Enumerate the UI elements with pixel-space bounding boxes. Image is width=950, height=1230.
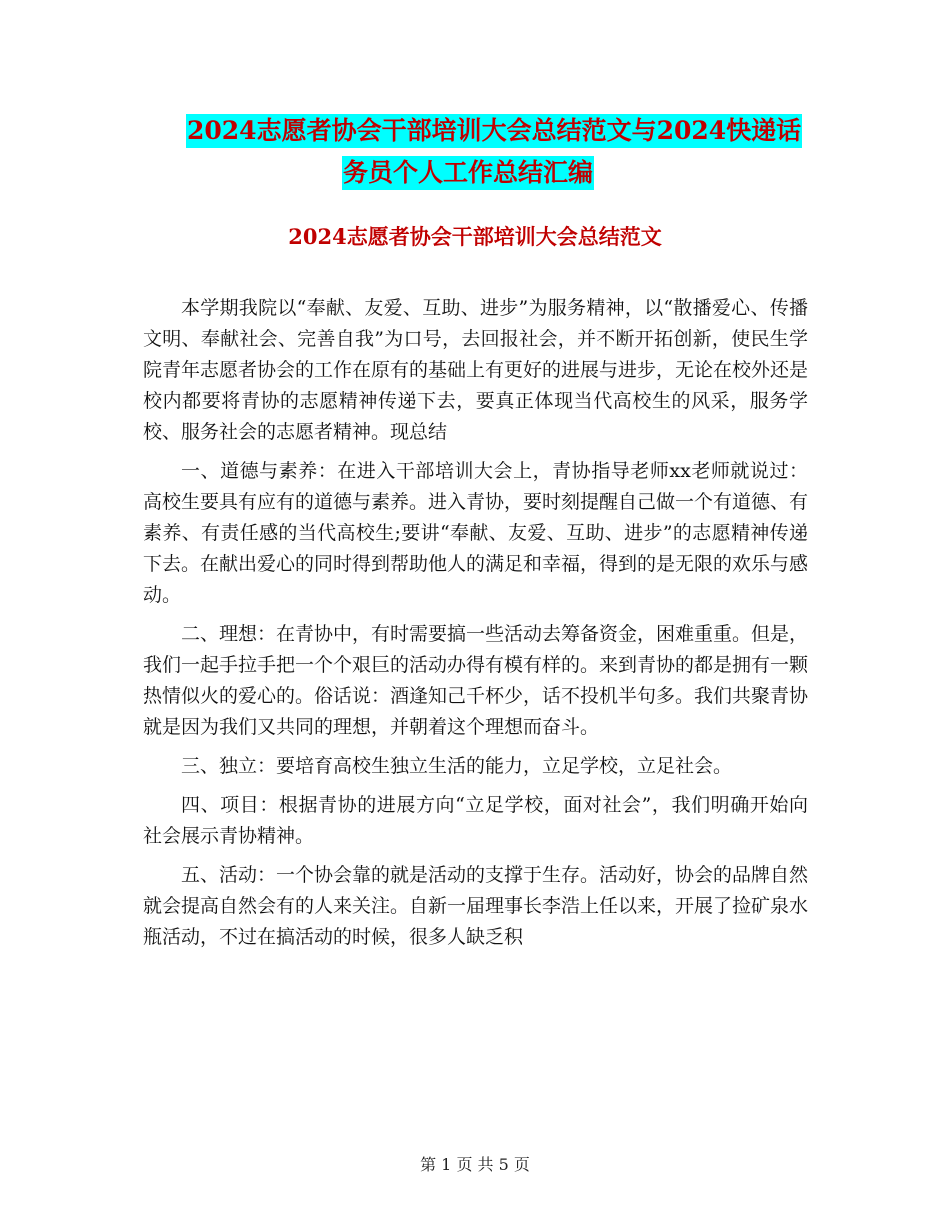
document-title-line-2: 务员个人工作总结汇编 bbox=[342, 156, 594, 190]
paragraph-morality: 一、道德与素养：在进入干部培训大会上，青协指导老师xx老师就说过：高校生要具有应有的道德与素养。进入青协，要时刻提醒自己做一个有道德、有素养、有责任感的当代高校生;要讲“奉献、友爱、互助、进步”的志愿精神传递下去。在献出爱心的同时得到帮助他人的满足和幸福，得到的是无限的欢乐与感动。 bbox=[143, 460, 809, 606]
paragraph-intro: 本学期我院以“奉献、友爱、互助、进步”为服务精神，以“散播爱心、传播文明、奉献社会、完善自我”为口号，去回报社会，并不断开拓创新，使民生学院青年志愿者协会的工作在原有的基础上有更好的进展与进步，无论在校外还是校内都要将青协的志愿精神传递下去，要真正体现当代高校生的风采，服务学校、服务社会的志愿者精神。现总结 bbox=[143, 297, 809, 443]
document-body bbox=[143, 293, 808, 953]
paragraph-activities: 五、活动：一个协会靠的就是活动的支撑于生存。活动好，协会的品牌自然就会提高自然会有的人来关注。自新一届理事长李浩上任以来，开展了捡矿泉水瓶活动，不过在搞活动的时候，很多人缺乏积 bbox=[143, 864, 809, 948]
section-heading: 2024志愿者协会干部培训大会总结范文 bbox=[288, 224, 662, 249]
paragraph-independence: 三、独立：要培育高校生独立生活的能力，立足学校，立足社会。 bbox=[181, 755, 733, 777]
paragraph-ideals: 二、理想：在青协中，有时需要搞一些活动去筹备资金，困难重重。但是，我们一起手拉手把一个个艰巨的活动办得有模有样的。来到青协的都是拥有一颗热情似火的爱心的。俗话说：酒逢知己千杯少，话不投机半句多。我们共聚青协就是因为我们又共同的理想，并朝着这个理想而奋斗。 bbox=[143, 623, 809, 738]
page-number-footer: 第 1 页 共 5 页 bbox=[420, 1155, 530, 1174]
document-title-line-1: 2024志愿者协会干部培训大会总结范文与2024快递话 bbox=[186, 114, 802, 148]
paragraph-projects: 四、项目：根据青协的进展方向“立足学校，面对社会”，我们明确开始向社会展示青协精神。 bbox=[143, 794, 808, 847]
